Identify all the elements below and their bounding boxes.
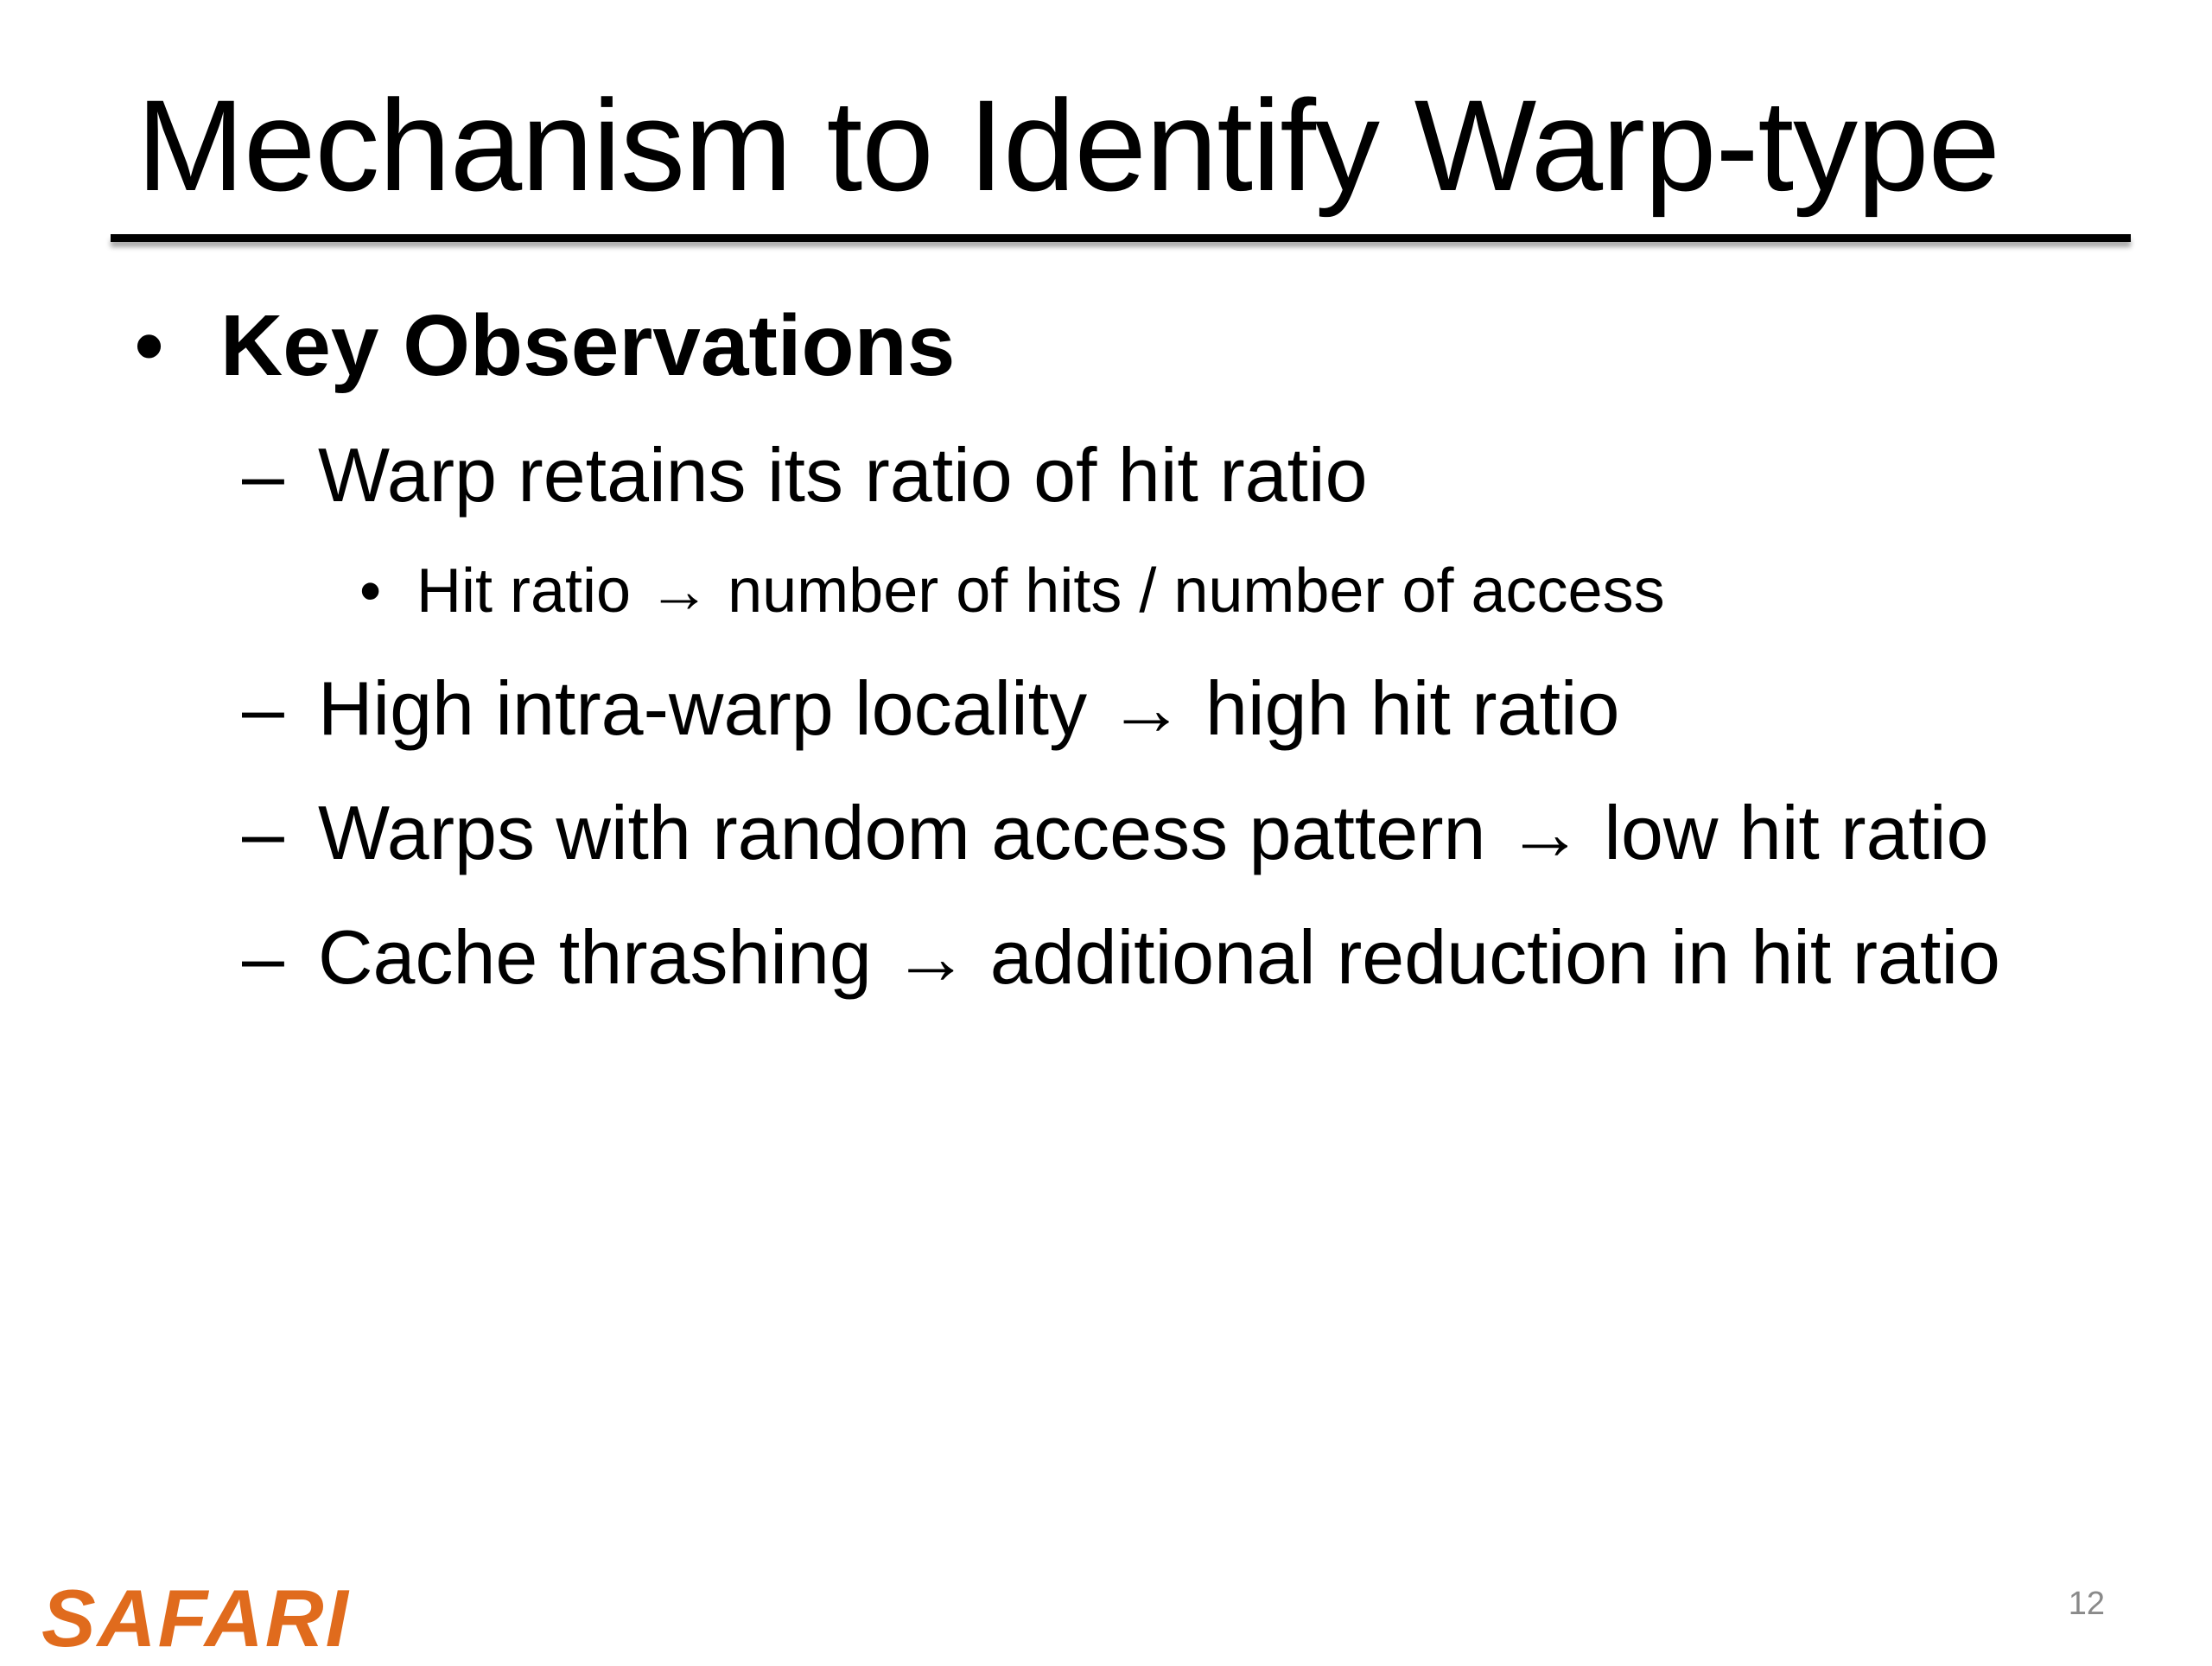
bullet-marker: • [134,297,165,394]
sub-bullet-post: high hit ratio [1205,665,1620,751]
bullet-text: Key Observations [220,297,956,394]
sub-bullet-pre: Cache thrashing [318,914,872,1000]
slide-title: Mechanism to Identify Warp-type [137,73,1999,218]
page-number: 12 [2068,1586,2105,1622]
sub-sub-bullet-pre: Hit ratio [416,556,632,626]
sub-bullet-random-access [242,783,1989,883]
sub-bullet-pre: High intra-warp locality [318,665,1088,751]
sub-bullet-pre: Warps with random access pattern [318,790,1486,875]
dash-marker: – [242,914,284,1000]
arrow-right-icon: → [1506,790,1583,875]
sub-bullet-warp-retains [242,425,1368,525]
bullet-key-observations [134,289,956,402]
sub-sub-bullet-post: number of hits / number of access [728,556,1665,626]
dash-marker: – [242,432,284,518]
dash-marker: – [242,790,284,875]
dash-marker: – [242,665,284,751]
arrow-right-icon: → [1108,665,1185,751]
title-underline [111,234,2131,242]
sub-bullet-high-locality [242,658,1620,759]
sub-bullet-post: low hit ratio [1604,790,1989,875]
sub-bullet-cache-thrashing [242,907,2000,1008]
safari-logo: SAFARI [41,1573,350,1663]
sub-bullet-post: additional reduction in hit ratio [989,914,2000,1000]
arrow-right-icon: → [893,914,969,1000]
arrow-right-icon: → [648,556,711,626]
sub-bullet-text: Warp retains its ratio of hit ratio [318,432,1368,518]
bullet-marker: • [359,556,382,626]
sub-sub-bullet-hit-ratio [359,550,1665,633]
